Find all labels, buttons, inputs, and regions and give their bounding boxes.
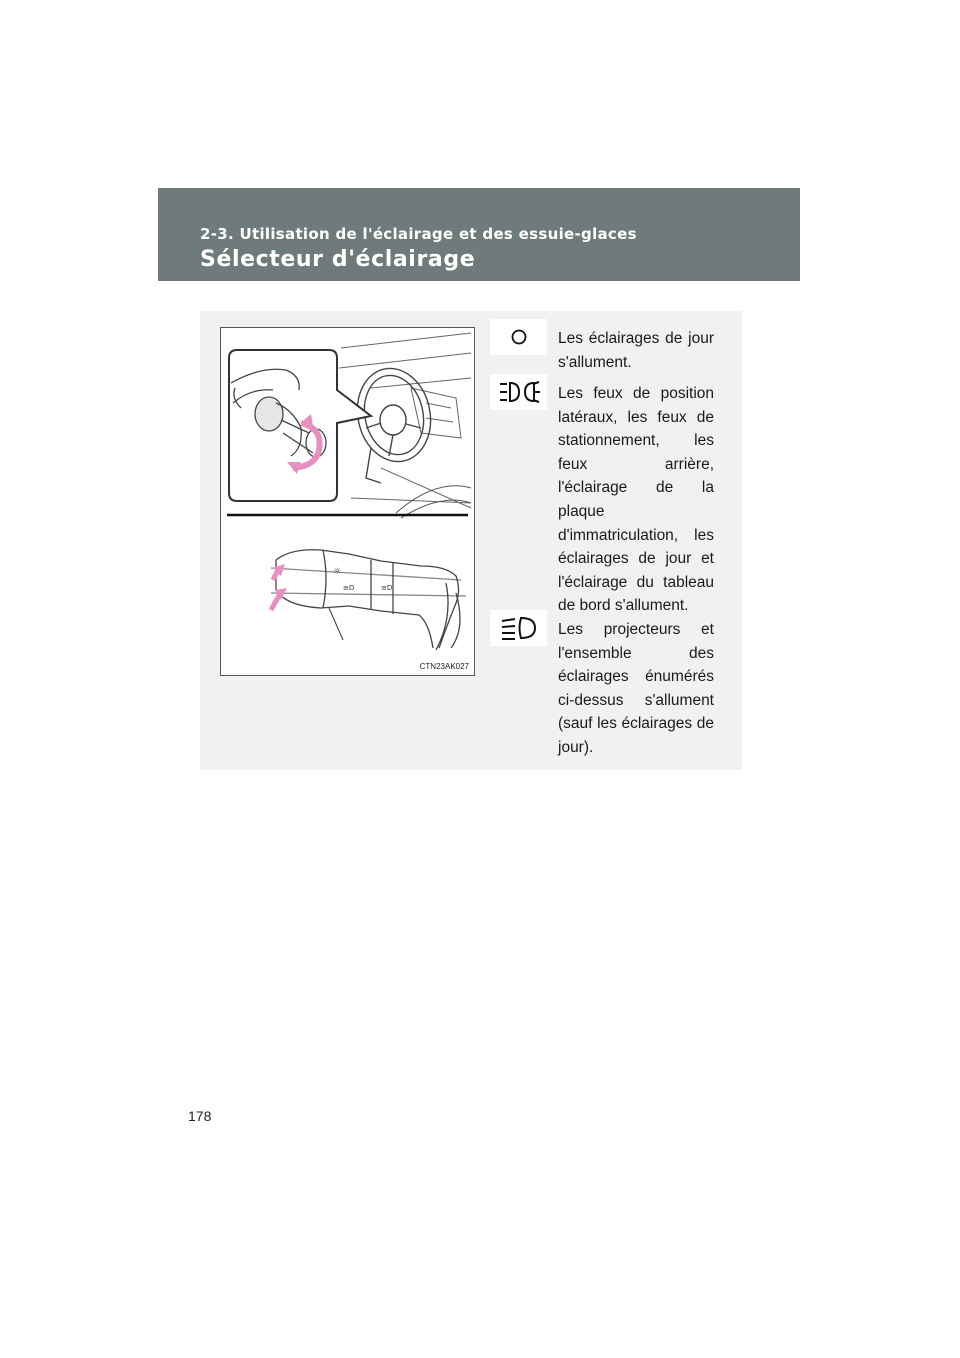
page-title: Sélecteur d'éclairage (200, 247, 476, 272)
svg-text:≡D: ≡D (343, 584, 355, 592)
content-panel (200, 311, 742, 770)
drl-circle-icon (490, 319, 547, 355)
light-switch-illustration (220, 327, 475, 676)
entry-text: Les éclairages de jour s'allument. (558, 330, 714, 371)
page-number: 178 (188, 1108, 212, 1124)
svg-text:☼: ☼ (333, 567, 342, 577)
figure-code: CTN23AK027 (419, 662, 469, 671)
section-header (158, 188, 800, 281)
svg-text:≡D: ≡D (381, 584, 393, 592)
parking-lights-icon (490, 374, 547, 410)
entry-text: Les feux de position latéraux, les feux de stationnement, les feux arrière, l'éclairage de la plaque d'immatriculation, les éclairages de jour et l'éclairage du tableau de bord s'allument. (558, 385, 714, 615)
illustration-drawing (221, 328, 474, 675)
headlight-icon (490, 610, 547, 646)
section-title: 2-3. Utilisation de l'éclairage et des essuie-glaces (200, 225, 637, 243)
entry-text: Les projecteurs et l'ensemble des éclairages énumérés ci-dessus s'allument (sauf les éclairages de jour). (558, 621, 714, 756)
